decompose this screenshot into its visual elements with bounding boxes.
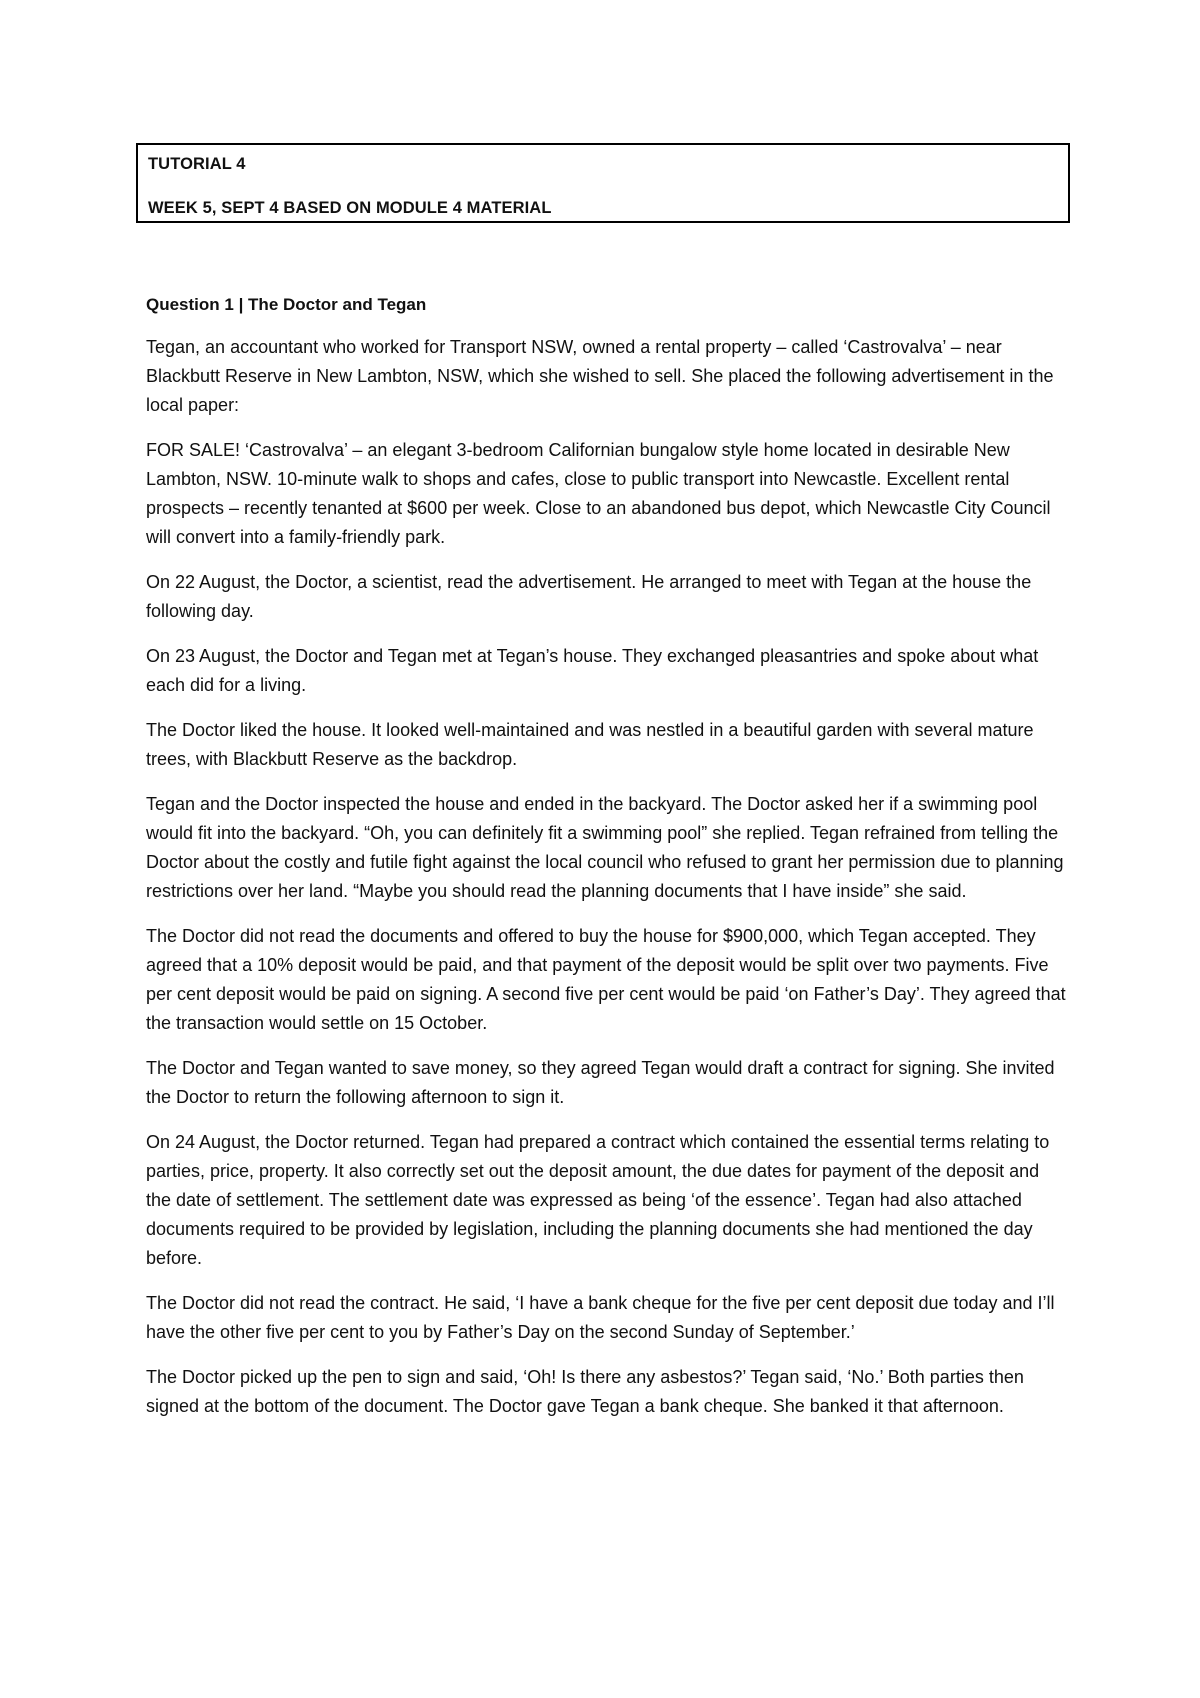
paragraph-offer: The Doctor did not read the documents and offered to buy the house for $900,000, which Tegan accepted. They agreed that a 10% deposit would be paid, and that payment of the deposit would be split over two payments. Five per cent deposit would be paid on signing. A second five per cent would be paid ‘on Father’s Day’. They agreed that the transaction would settle on 15 October. — [146, 926, 1066, 1033]
paragraph-23-august: On 23 August, the Doctor and Tegan met at Tegan’s house. They exchanged pleasantries and spoke about what each did for a living. — [146, 646, 1039, 695]
paragraph-signing: The Doctor picked up the pen to sign and said, ‘Oh! Is there any asbestos?’ Tegan said, ‘No.’ Both parties then signed at the bottom of the document. The Doctor gave Tegan a bank cheque. She banked it that afternoon. — [146, 1367, 1024, 1416]
paragraph-22-august: On 22 August, the Doctor, a scientist, read the advertisement. He arranged to meet with Tegan at the house the following day. — [146, 572, 1032, 621]
question-heading: Question 1 | The Doctor and Tegan — [146, 295, 427, 314]
tutorial-subtitle: WEEK 5, SEPT 4 BASED ON MODULE 4 MATERIAL — [148, 199, 552, 217]
paragraph-bank-cheque: The Doctor did not read the contract. He said, ‘I have a bank cheque for the five per cent deposit due today and I’ll have the other five per cent to you by Father’s Day on the second Sunday of September.’ — [146, 1293, 1055, 1342]
paragraph-intro: Tegan, an accountant who worked for Transport NSW, owned a rental property – called ‘Castrovalva’ – near Blackbutt Reserve in New Lambton, NSW, which she wished to sell. She placed the following advertisement in the local paper: — [146, 337, 1054, 415]
paragraph-draft-contract: The Doctor and Tegan wanted to save money, so they agreed Tegan would draft a contract for signing. She invited the Doctor to return the following afternoon to sign it. — [146, 1058, 1055, 1107]
paragraph-24-august: On 24 August, the Doctor returned. Tegan had prepared a contract which contained the essential terms relating to parties, price, property. It also correctly set out the deposit amount, the due dates for payment of the deposit and the date of settlement. The settlement date was expressed as being ‘of the essence’. Tegan had also attached documents required to be provided by legislation, including the planning documents she had mentioned the day before. — [146, 1132, 1050, 1268]
paragraph-advertisement: FOR SALE! ‘Castrovalva’ – an elegant 3-bedroom Californian bungalow style home located in desirable New Lambton, NSW. 10-minute walk to shops and cafes, close to public transport into Newcastle. Excellent rental prospects – recently tenanted at $600 per week. Close to an abandoned bus depot, which Newcastle City Council will convert into a family-friendly park. — [146, 440, 1051, 547]
paragraph-house-description: The Doctor liked the house. It looked well-maintained and was nestled in a beautiful garden with several mature trees, with Blackbutt Reserve as the backdrop. — [146, 720, 1034, 769]
paragraph-swimming-pool: Tegan and the Doctor inspected the house and ended in the backyard. The Doctor asked her if a swimming pool would fit into the backyard. “Oh, you can definitely fit a swimming pool” she replied. Tegan refrained from telling the Doctor about the costly and futile fight against the local council who refused to grant her permission due to planning restrictions over her land. “Maybe you should read the planning documents that I have inside” she said. — [146, 794, 1064, 901]
tutorial-title: TUTORIAL 4 — [148, 155, 246, 173]
question-body — [146, 290, 1066, 1437]
tutorial-header-box — [136, 143, 1070, 223]
